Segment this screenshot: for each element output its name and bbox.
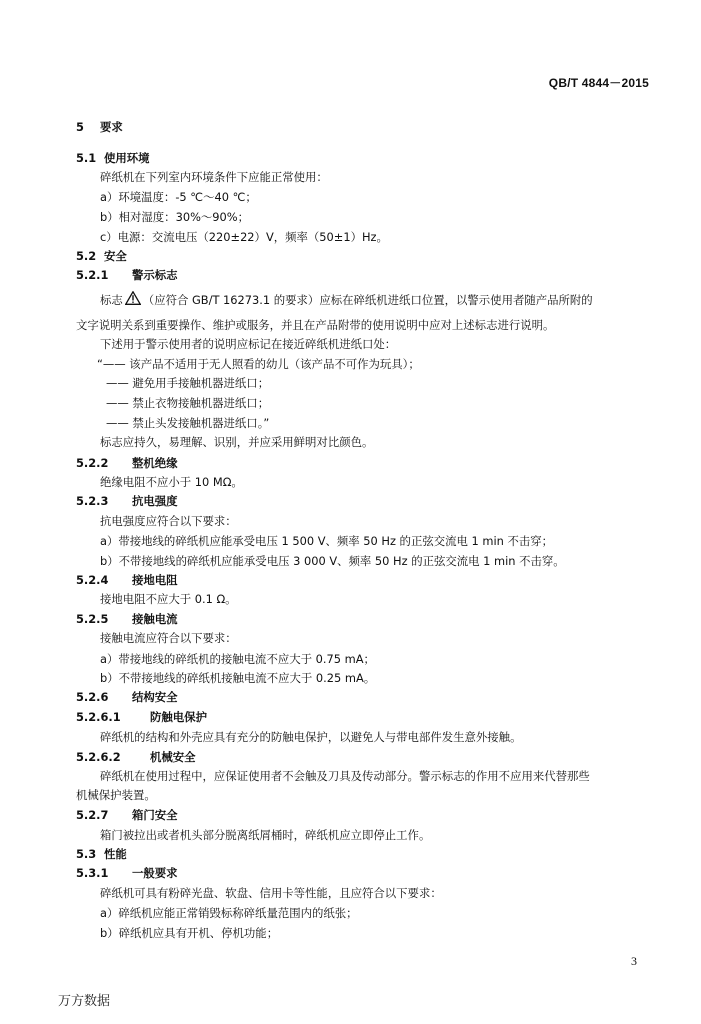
paragraph <box>100 291 593 309</box>
section-5-2-1-heading <box>76 266 178 284</box>
section-title: 警示标志 <box>132 268 178 282</box>
section-title: 抗电强度 <box>132 494 178 508</box>
paragraph-continuation: 机械保护装置。 <box>76 788 156 802</box>
section-number: 5.2.1 <box>76 268 109 282</box>
watermark-text: 万方数据 <box>58 994 111 1009</box>
section-number: 5.2.6 <box>76 690 109 704</box>
section-number: 5 <box>76 120 84 134</box>
list-item: b）不带接地线的碎纸机接触电流不应大于 0.25 mA。 <box>100 671 376 685</box>
section-title: 性能 <box>104 847 127 861</box>
section-title: 安全 <box>104 249 127 263</box>
quote-line: “—— 该产品不适用于无人照看的幼儿（该产品不可作为玩具）； <box>97 357 420 371</box>
paragraph-continuation: 文字说明关系到重要操作、维护或服务，并且在产品附带的使用说明中应对上述标志进行说明。 <box>76 318 555 332</box>
section-5-2-2-heading <box>76 454 178 472</box>
section-5-heading <box>76 118 123 136</box>
list-item: c）电源：交流电压（220±22）V，频率（50±1）Hz。 <box>100 230 388 244</box>
quote-line: —— 避免用手接触机器进纸口； <box>106 376 270 390</box>
paragraph: 箱门被拉出或者机头部分脱离纸屑桶时，碎纸机应立即停止工作。 <box>100 828 431 842</box>
list-item: b）不带接地线的碎纸机应能承受电压 3 000 V、频率 50 Hz 的正弦交流电 1 min 不击穿。 <box>100 554 565 568</box>
section-title: 防触电保护 <box>150 710 207 724</box>
section-number: 5.2.5 <box>76 612 109 626</box>
paragraph: 抗电强度应符合以下要求： <box>100 514 237 528</box>
list-item: a）环境温度：-5 ℃～40 ℃； <box>100 190 257 204</box>
section-5-2-6-2-heading <box>76 748 196 766</box>
section-number: 5.3 <box>76 847 97 861</box>
paragraph: 接地电阻不应大于 0.1 Ω。 <box>100 592 237 606</box>
text-span: （应符合 GB/T 16273.1 的要求）应标在碎纸机进纸口位置，以警示使用者随产品所附的 <box>142 293 593 307</box>
section-title: 接触电流 <box>132 612 178 626</box>
paragraph: 碎纸机的结构和外壳应具有充分的防触电保护，以避免人与带电部件发生意外接触。 <box>100 730 522 744</box>
section-title: 接地电阻 <box>132 573 178 587</box>
page-number: 3 <box>631 954 637 968</box>
section-title: 一般要求 <box>132 866 178 880</box>
section-number: 5.2.2 <box>76 456 109 470</box>
warning-triangle-icon <box>125 291 141 305</box>
quote-line: —— 禁止衣物接触机器进纸口； <box>106 396 270 410</box>
section-number: 5.2.4 <box>76 573 109 587</box>
paragraph: 标志应持久，易理解、识别，并应采用鲜明对比颜色。 <box>100 435 374 449</box>
list-item: b）碎纸机应具有开机、停机功能； <box>100 926 279 940</box>
section-5-2-6-1-heading <box>76 708 207 726</box>
paragraph: 碎纸机可具有粉碎光盘、软盘、信用卡等性能，且应符合以下要求： <box>100 886 442 900</box>
section-5-2-7-heading <box>76 806 178 824</box>
paragraph: 接触电流应符合以下要求： <box>100 631 237 645</box>
text-span: 标志 <box>100 293 123 307</box>
section-number: 5.2 <box>76 249 97 263</box>
quote-line: —— 禁止头发接触机器进纸口。” <box>106 416 270 430</box>
section-5-1-heading <box>76 149 150 167</box>
paragraph: 下述用于警示使用者的说明应标记在接近碎纸机进纸口处： <box>100 337 397 351</box>
section-5-2-6-heading <box>76 688 178 706</box>
section-title: 使用环境 <box>104 151 150 165</box>
section-number: 5.2.7 <box>76 808 109 822</box>
section-number: 5.2.6.2 <box>76 750 121 764</box>
paragraph: 碎纸机在下列室内环境条件下应能正常使用： <box>100 170 328 184</box>
section-title: 箱门安全 <box>132 808 178 822</box>
section-5-3-1-heading <box>76 864 178 882</box>
section-title: 整机绝缘 <box>132 456 178 470</box>
standard-number: QB/T 4844－2015 <box>548 76 649 90</box>
section-5-2-heading <box>76 247 127 265</box>
paragraph: 绝缘电阻不应小于 10 MΩ。 <box>100 475 243 489</box>
section-number: 5.2.3 <box>76 494 109 508</box>
section-title: 机械安全 <box>150 750 196 764</box>
list-item: a）碎纸机应能正常销毁标称碎纸量范围内的纸张； <box>100 906 358 920</box>
list-item: a）带接地线的碎纸机的接触电流不应大于 0.75 mA； <box>100 652 375 666</box>
section-title: 要求 <box>100 120 123 134</box>
section-number: 5.2.6.1 <box>76 710 121 724</box>
list-item: b）相对湿度：30%～90%； <box>100 210 249 224</box>
section-5-2-4-heading <box>76 571 178 589</box>
section-5-2-3-heading <box>76 492 178 510</box>
section-5-3-heading <box>76 845 127 863</box>
section-5-2-5-heading <box>76 610 178 628</box>
section-title: 结构安全 <box>132 690 178 704</box>
paragraph: 碎纸机在使用过程中，应保证使用者不会触及刀具及传动部分。警示标志的作用不应用来代替那些 <box>100 769 590 783</box>
list-item: a）带接地线的碎纸机应能承受电压 1 500 V、频率 50 Hz 的正弦交流电 1 min 不击穿； <box>100 534 554 548</box>
section-number: 5.3.1 <box>76 866 109 880</box>
section-number: 5.1 <box>76 151 97 165</box>
